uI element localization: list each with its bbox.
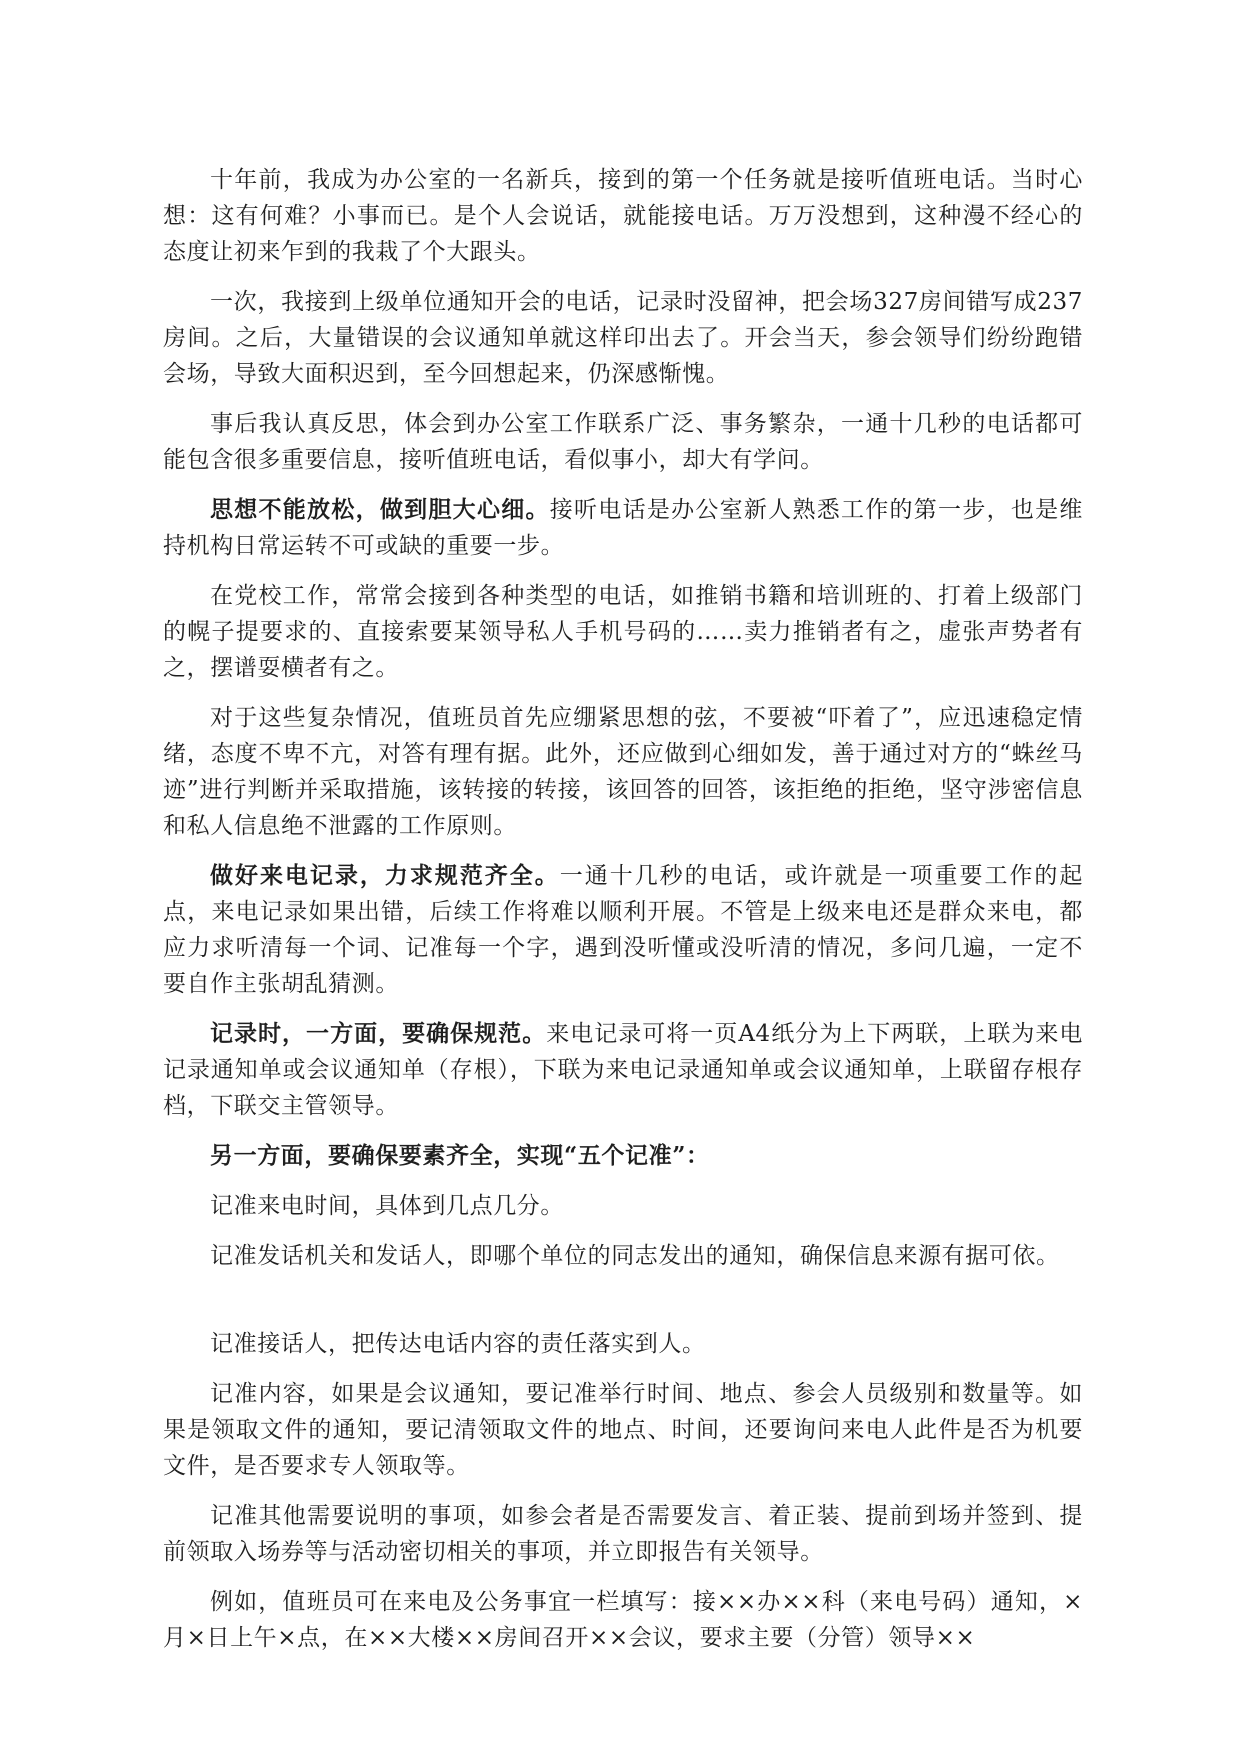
- paragraph-text: 记准接话人，把传达电话内容的责任落实到人。: [210, 1331, 706, 1357]
- paragraph-text: 一通十几秒的电话，或许就是一项重要工作的起点，来电记录如果出错，后续工作将难以顺利开展。不管是上级来电还是群众来电，都应力求听清每一个词、记准每一个字，遇到没听懂或没听清的情况，多问几遍，一定不要自作主张胡乱猜测。: [163, 863, 1083, 997]
- paragraph-text: 例如，值班员可在来电及公务事宜一栏填写：接××办××科（来电号码）通知，×月×日上午×点，在××大楼××房间召开××会议，要求主要（分管）领导××: [163, 1589, 1083, 1651]
- paragraph-text: 记准发话机关和发话人，即哪个单位的同志发出的通知，确保信息来源有据可依。: [210, 1243, 1060, 1269]
- paragraph-8: [163, 1016, 1083, 1124]
- paragraph-4: [163, 492, 1083, 564]
- paragraph-text: 记准来电时间，具体到几点几分。: [210, 1193, 564, 1219]
- document-body: [163, 162, 1083, 1670]
- paragraph-text: 接听电话是办公室新人熟悉工作的第一步，也是维持机构日常运转不可或缺的重要一步。: [163, 497, 1083, 559]
- paragraph-text: 事后我认真反思，体会到办公室工作联系广泛、事务繁杂，一通十几秒的电话都可能包含很多重要信息，接听值班电话，看似事小，却大有学问。: [163, 411, 1083, 473]
- paragraph-3: [163, 406, 1083, 478]
- paragraph-text: 来电记录可将一页A4纸分为上下两联，上联为来电记录通知单或会议通知单（存根），下联为来电记录通知单或会议通知单，上联留存根存档，下联交主管领导。: [163, 1021, 1083, 1119]
- paragraph-9: [163, 1138, 1083, 1174]
- paragraph-lead: 思想不能放松，做到胆大心细。: [210, 496, 550, 523]
- paragraph-text: 另一方面，要确保要素齐全，实现“五个记准”：: [210, 1142, 710, 1169]
- paragraph-1: [163, 162, 1083, 270]
- paragraph-text: 对于这些复杂情况，值班员首先应绷紧思想的弦，不要被“吓着了”，应迅速稳定情绪，态度不卑不亢，对答有理有据。此外，还应做到心细如发，善于通过对方的“蛛丝马迹”进行判断并采取措施，该转接的转接，该回答的回答，该拒绝的拒绝，坚守涉密信息和私人信息绝不泄露的工作原则。: [163, 705, 1083, 839]
- paragraph-6: [163, 700, 1083, 844]
- paragraph-15: [163, 1584, 1083, 1656]
- paragraph-10: [163, 1188, 1083, 1224]
- paragraph-13: [163, 1376, 1083, 1484]
- paragraph-text: 在党校工作，常常会接到各种类型的电话，如推销书籍和培训班的、打着上级部门的幌子提要求的、直接索要某领导私人手机号码的……卖力推销者有之，虚张声势者有之，摆谱耍横者有之。: [163, 583, 1083, 681]
- paragraph-12: [163, 1326, 1083, 1362]
- paragraph-2: [163, 284, 1083, 392]
- paragraph-5: [163, 578, 1083, 686]
- paragraph-11: [163, 1238, 1083, 1274]
- paragraph-14: [163, 1498, 1083, 1570]
- paragraph-lead: 做好来电记录，力求规范齐全。: [210, 862, 560, 889]
- paragraph-text: 记准其他需要说明的事项，如参会者是否需要发言、着正装、提前到场并签到、提前领取入场券等与活动密切相关的事项，并立即报告有关领导。: [163, 1503, 1083, 1565]
- paragraph-text: 十年前，我成为办公室的一名新兵，接到的第一个任务就是接听值班电话。当时心想：这有何难？小事而已。是个人会说话，就能接电话。万万没想到，这种漫不经心的态度让初来乍到的我栽了个大跟头。: [163, 167, 1083, 265]
- paragraph-7: [163, 858, 1083, 1002]
- paragraph-text: 记准内容，如果是会议通知，要记准举行时间、地点、参会人员级别和数量等。如果是领取文件的通知，要记清领取文件的地点、时间，还要询问来电人此件是否为机要文件，是否要求专人领取等。: [163, 1381, 1083, 1479]
- paragraph-lead: 记录时，一方面，要确保规范。: [210, 1020, 547, 1047]
- paragraph-text: 一次，我接到上级单位通知开会的电话，记录时没留神，把会场327房间错写成237房间。之后，大量错误的会议通知单就这样印出去了。开会当天，参会领导们纷纷跑错会场，导致大面积迟到，至今回想起来，仍深感惭愧。: [163, 289, 1083, 387]
